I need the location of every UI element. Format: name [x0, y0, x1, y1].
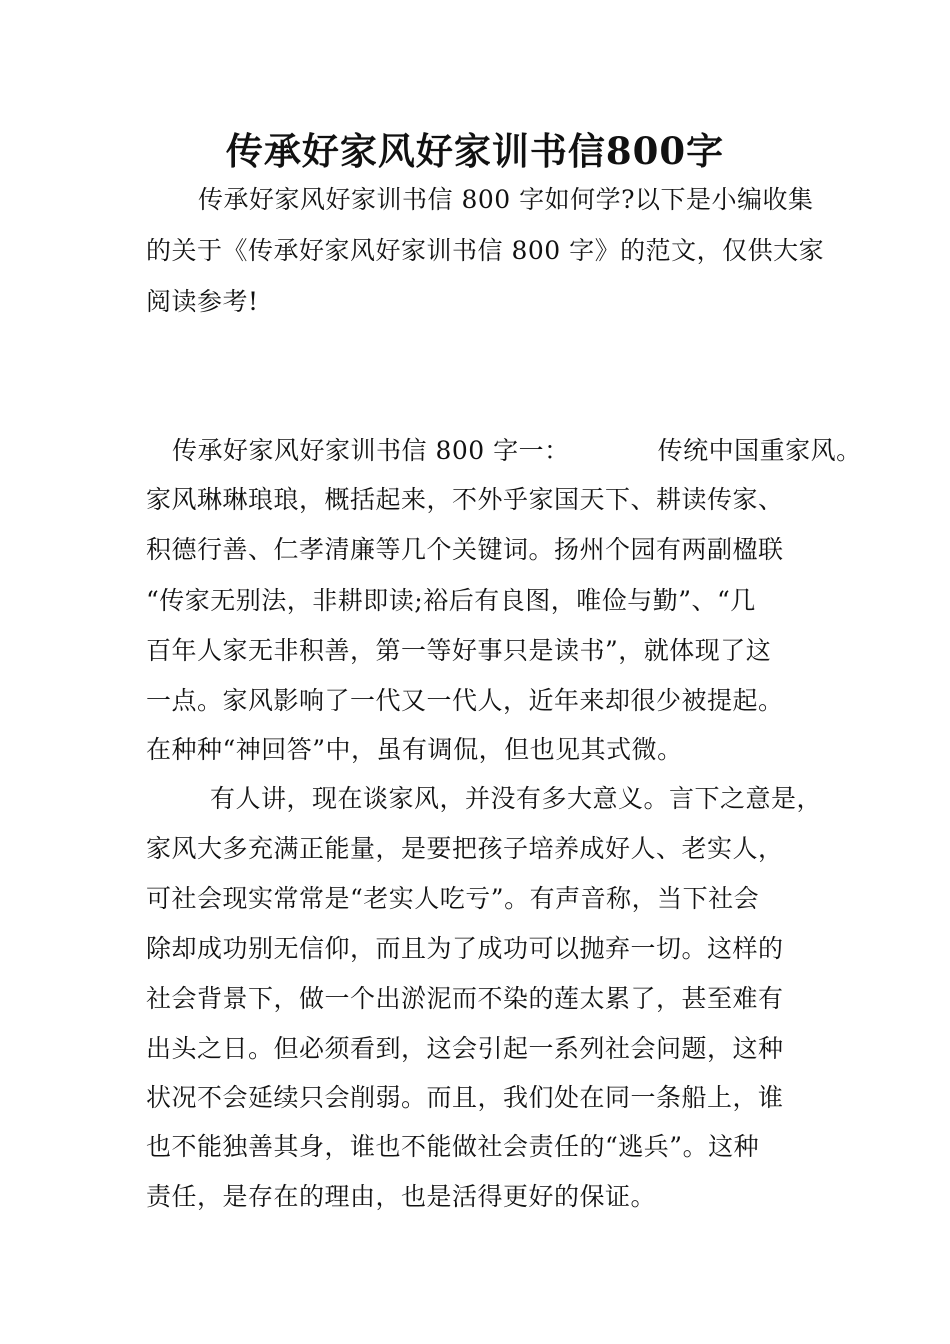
paragraph-1-line: “传家无别法，非耕即读;裕后有良图，唯俭与勤”、“几 [146, 586, 756, 615]
paragraph-1-line: 一点。家风影响了一代又一代人，近年来却很少被提起。 [146, 686, 784, 715]
intro-line: 的关于《传承好家风好家训书信 800 字》的范文，仅供大家 [146, 236, 825, 265]
paragraph-1-opening: 传统中国重家风。 [657, 436, 862, 465]
paragraph-2-line: 有人讲，现在谈家风，并没有多大意义。言下之意是， [210, 784, 823, 813]
intro-line: 传承好家风好家训书信 800 字如何学?以下是小编收集 [198, 185, 814, 214]
paragraph-2-line: 责任，是存在的理由，也是活得更好的保证。 [146, 1182, 657, 1211]
intro-line: 阅读参考! [146, 287, 259, 316]
paragraph-2-line: 除却成功别无信仰，而且为了成功可以抛弃一切。这样的 [146, 934, 784, 963]
section-heading-line [172, 434, 862, 468]
paragraph-1-line: 积德行善、仁孝清廉等几个关键词。扬州个园有两副楹联 [146, 535, 784, 564]
paragraph-1-line: 百年人家无非积善，第一等好事只是读书”，就体现了这 [146, 636, 772, 665]
paragraph-2-line: 也不能独善其身，谁也不能做社会责任的“逃兵”。这种 [146, 1132, 760, 1161]
paragraph-2-line: 社会背景下，做一个出淤泥而不染的莲太累了，甚至难有 [146, 984, 784, 1013]
paragraph-2-line: 出头之日。但必须看到，这会引起一系列社会问题，这种 [146, 1034, 784, 1063]
document-title: 传承好家风好家训书信800字 [225, 129, 725, 173]
paragraph-2-line: 家风大多充满正能量，是要把孩子培养成好人、老实人， [146, 834, 784, 863]
section-heading: 传承好家风好家训书信 800 字一： [172, 436, 570, 465]
paragraph-1-line: 家风琳琳琅琅，概括起来，不外乎家国天下、耕读传家、 [146, 485, 784, 514]
paragraph-2-line: 状况不会延续只会削弱。而且，我们处在同一条船上，谁 [146, 1083, 784, 1112]
paragraph-1-line: 在种种“神回答”中，虽有调侃，但也见其式微。 [146, 735, 683, 764]
paragraph-2-line: 可社会现实常常是“老实人吃亏”。有声音称，当下社会 [146, 884, 760, 913]
